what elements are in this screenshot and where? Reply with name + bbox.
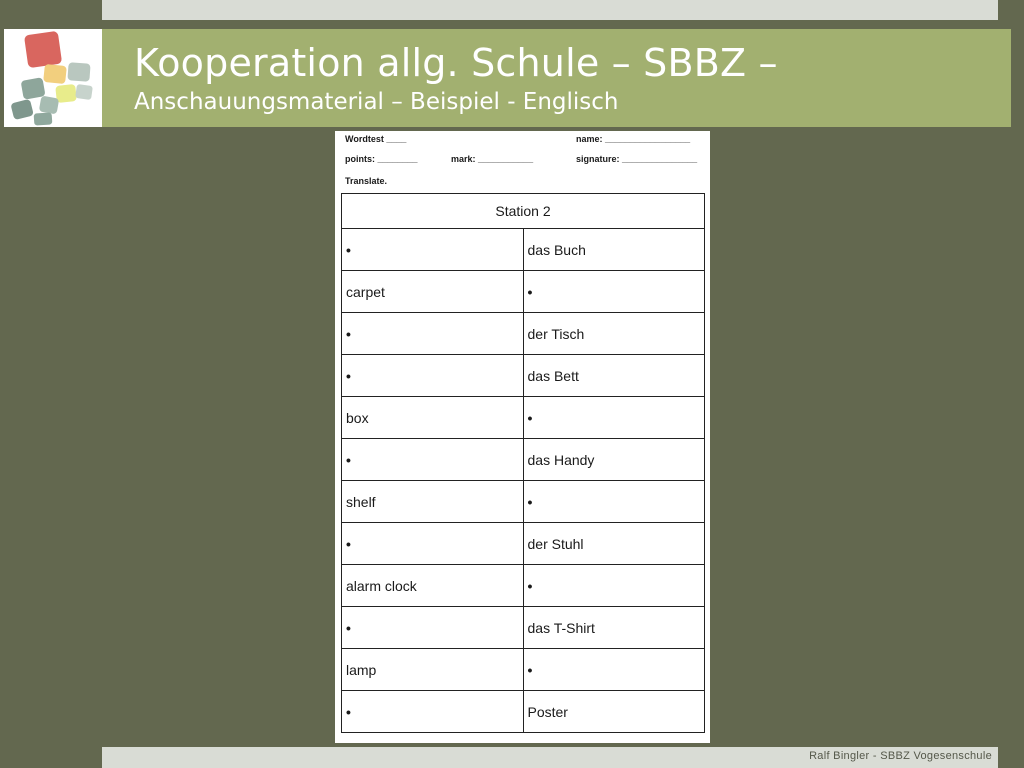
vocabulary-table [341, 193, 705, 733]
english-cell: • [342, 607, 524, 649]
table-row [342, 481, 705, 523]
german-cell: der Stuhl [523, 523, 705, 565]
table-row [342, 649, 705, 691]
slide-subtitle: Anschauungsmaterial – Beispiel - Englisch [134, 89, 619, 115]
english-cell: shelf [342, 481, 524, 523]
station-header-row [342, 194, 705, 229]
german-cell: • [523, 649, 705, 691]
table-row [342, 271, 705, 313]
table-row [342, 313, 705, 355]
slide-title: Kooperation allg. Schule – SBBZ – [134, 41, 778, 85]
table-row [342, 229, 705, 271]
german-cell: • [523, 271, 705, 313]
german-cell: • [523, 565, 705, 607]
table-row [342, 355, 705, 397]
english-cell: • [342, 313, 524, 355]
mark-field: mark: ___________ [451, 154, 534, 164]
english-cell: • [342, 229, 524, 271]
english-cell: • [342, 355, 524, 397]
station-title: Station 2 [342, 194, 705, 229]
instruction-text: Translate. [345, 176, 388, 186]
footer-strip [102, 747, 998, 768]
german-cell: das Bett [523, 355, 705, 397]
worksheet-image [335, 131, 710, 743]
german-cell: das Buch [523, 229, 705, 271]
table-row [342, 439, 705, 481]
name-field: name: _________________ [576, 134, 691, 144]
english-cell: • [342, 523, 524, 565]
signature-field: signature: _______________ [576, 154, 698, 164]
mosaic-logo-icon [4, 29, 102, 127]
german-cell: das T-Shirt [523, 607, 705, 649]
german-cell: das Handy [523, 439, 705, 481]
footer-credit: Ralf Bingler - SBBZ Vogesenschule [809, 750, 992, 762]
english-cell: carpet [342, 271, 524, 313]
english-cell: lamp [342, 649, 524, 691]
table-row [342, 523, 705, 565]
top-strip [102, 0, 998, 20]
points-field: points: ________ [345, 154, 418, 164]
german-cell: • [523, 397, 705, 439]
table-row [342, 691, 705, 733]
english-cell: box [342, 397, 524, 439]
german-cell: der Tisch [523, 313, 705, 355]
wordtest-field: Wordtest ____ [345, 134, 407, 144]
school-logo [4, 29, 102, 127]
english-cell: • [342, 691, 524, 733]
table-row [342, 565, 705, 607]
english-cell: alarm clock [342, 565, 524, 607]
table-row [342, 397, 705, 439]
german-cell: Poster [523, 691, 705, 733]
title-bar [102, 29, 1011, 127]
english-cell: • [342, 439, 524, 481]
german-cell: • [523, 481, 705, 523]
table-row [342, 607, 705, 649]
